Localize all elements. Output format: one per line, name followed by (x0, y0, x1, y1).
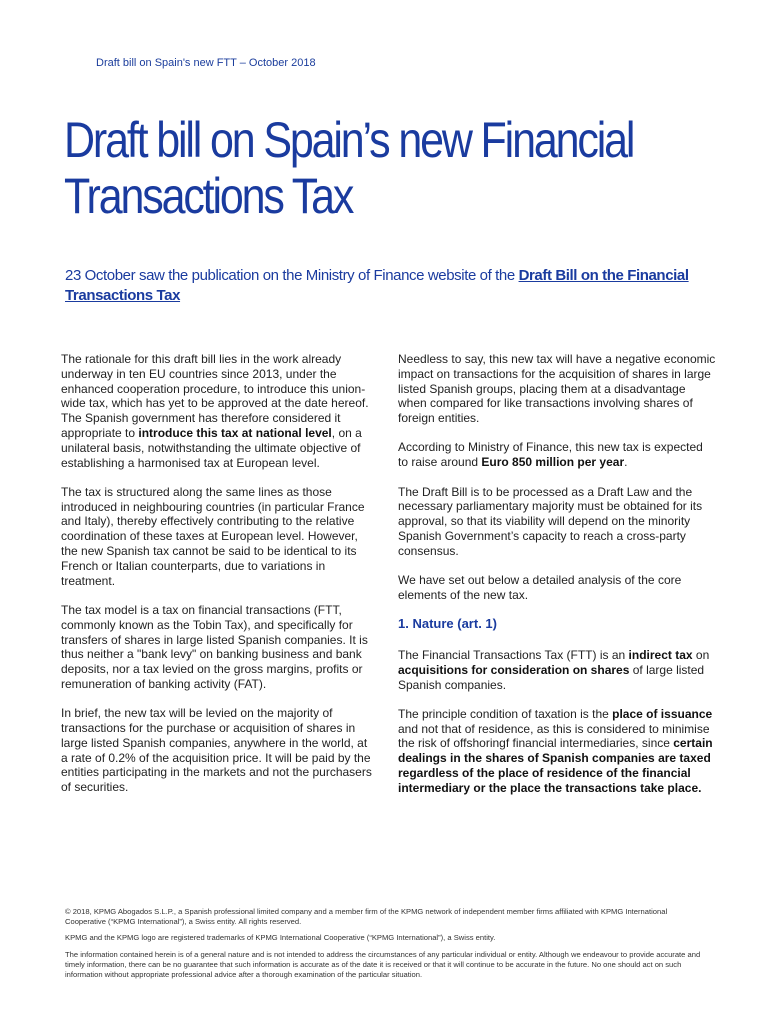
paragraph: The tax model is a tax on financial transactions (FTT, commonly known as the Tobin Tax), and specifically for transfers of shares in large listed Spanish companies. It is thus neither a "bank levy" on banking business and bank deposits, nor a tax levied on the gross margins, profits or remuneration of banking activity (FAT). (61, 602, 368, 691)
paragraph (398, 648, 716, 692)
left-column (61, 352, 373, 810)
disclaimer: The information contained herein is of a general nature and is not intended to address the circumstances of any particular individual or entity. Although we endeavour to provide accurate and timely information, there can be no guarantee that such information is accurate as of the date it is received or that it will continue to be accurate in the future. No one should act on such information without appropriate professional advice after a thorough examination of the particular situation. (65, 949, 701, 980)
title-line-1: Draft bill on Spain’s new Financial (64, 112, 634, 168)
text: . (624, 455, 628, 470)
text: The principle condition of taxation is the (398, 706, 613, 721)
text: , on a unilateral basis, notwithstanding the ultimate objective of establishing a harmonised tax at European level. (61, 425, 362, 470)
trademark-notice: KPMG and the KPMG logo are registered trademarks of KPMG International Cooperative (“KPMG International”), a Swiss entity. (65, 933, 496, 943)
right-column (398, 352, 716, 810)
text: According to Ministry of Finance, this new tax is expected to raise around (398, 440, 703, 470)
page-title (64, 112, 649, 224)
paragraph (398, 707, 716, 796)
paragraph: We have set out below a detailed analysis of the core elements of the new tax. (398, 573, 682, 602)
paragraph (398, 440, 716, 470)
draft-bill-link[interactable]: Draft Bill on the Financial Transactions Tax (65, 267, 689, 304)
bold-text: Euro 850 million per year (481, 455, 625, 470)
text: The rationale for this draft bill lies in the work already underway in ten EU countries since 2013, under the enhanced cooperation procedure, to introduce this union-wide tax, which has yet to be approved at the date hereof. The Spanish government has therefore considered it appropriate to (61, 352, 369, 440)
bold-text: indirect tax (628, 647, 693, 662)
bold-text: introduce this tax at national level (138, 425, 332, 440)
subtitle-text: 23 October saw the publication on the Ministry of Finance website of the (65, 267, 519, 284)
paragraph: In brief, the new tax will be levied on the majority of transactions for the purchase or acquisition of shares in large listed Spanish companies, anywhere in the world, at a rate of 0.2% of the acquisition price. It will be paid by the entities participating in the markets and not the purchasers of securities. (61, 706, 372, 795)
paragraph (61, 352, 373, 470)
running-header: Draft bill on Spain's new FTT – October 2018 (96, 57, 316, 69)
section-heading: 1. Nature (art. 1) (398, 616, 497, 632)
title-line-2: Transactions Tax (64, 168, 353, 224)
bold-text: certain dealings in the shares of Spanish companies are taxed regardless of the place of residence of the financial intermediary or the place the transactions take place. (398, 736, 713, 795)
footer (65, 907, 705, 986)
bold-text: acquisitions for consideration on shares (398, 662, 630, 677)
text: and not that of residence, as this is considered to minimise the risk of offshoringf financial intermediaries, since (398, 721, 710, 751)
subtitle (65, 266, 705, 306)
paragraph: The tax is structured along the same lines as those introduced in neighbouring countries (in particular France and Italy), thereby effectively contributing to the relative coordination of these taxes at European level. However, the new Spanish tax cannot be said to be identical to its French or Italian counterparts, due to variations in treatment. (61, 484, 365, 588)
paragraph: The Draft Bill is to be processed as a Draft Law and the necessary parliamentary majority must be obtained for its approval, so that its viability will depend on the minority Spanish Government’s capacity to reach a cross-party consensus. (398, 484, 703, 558)
text: of large listed Spanish companies. (398, 662, 705, 692)
text: on (692, 647, 710, 662)
text: The Financial Transactions Tax (FTT) is an (398, 647, 629, 662)
copyright-notice: © 2018, KPMG Abogados S.L.P., a Spanish professional limited company and a member firm of the KPMG network of independent member firms affiliated with KPMG International Cooperative (“KPMG International”), a Swiss entity. All rights reserved. (65, 907, 668, 927)
paragraph: Needless to say, this new tax will have a negative economic impact on transactions for the acquisition of shares in large listed Spanish groups, placing them at a disadvantage when compared for like transactions involving shares of foreign entities. (398, 352, 716, 426)
bold-text: place of issuance (612, 706, 713, 721)
